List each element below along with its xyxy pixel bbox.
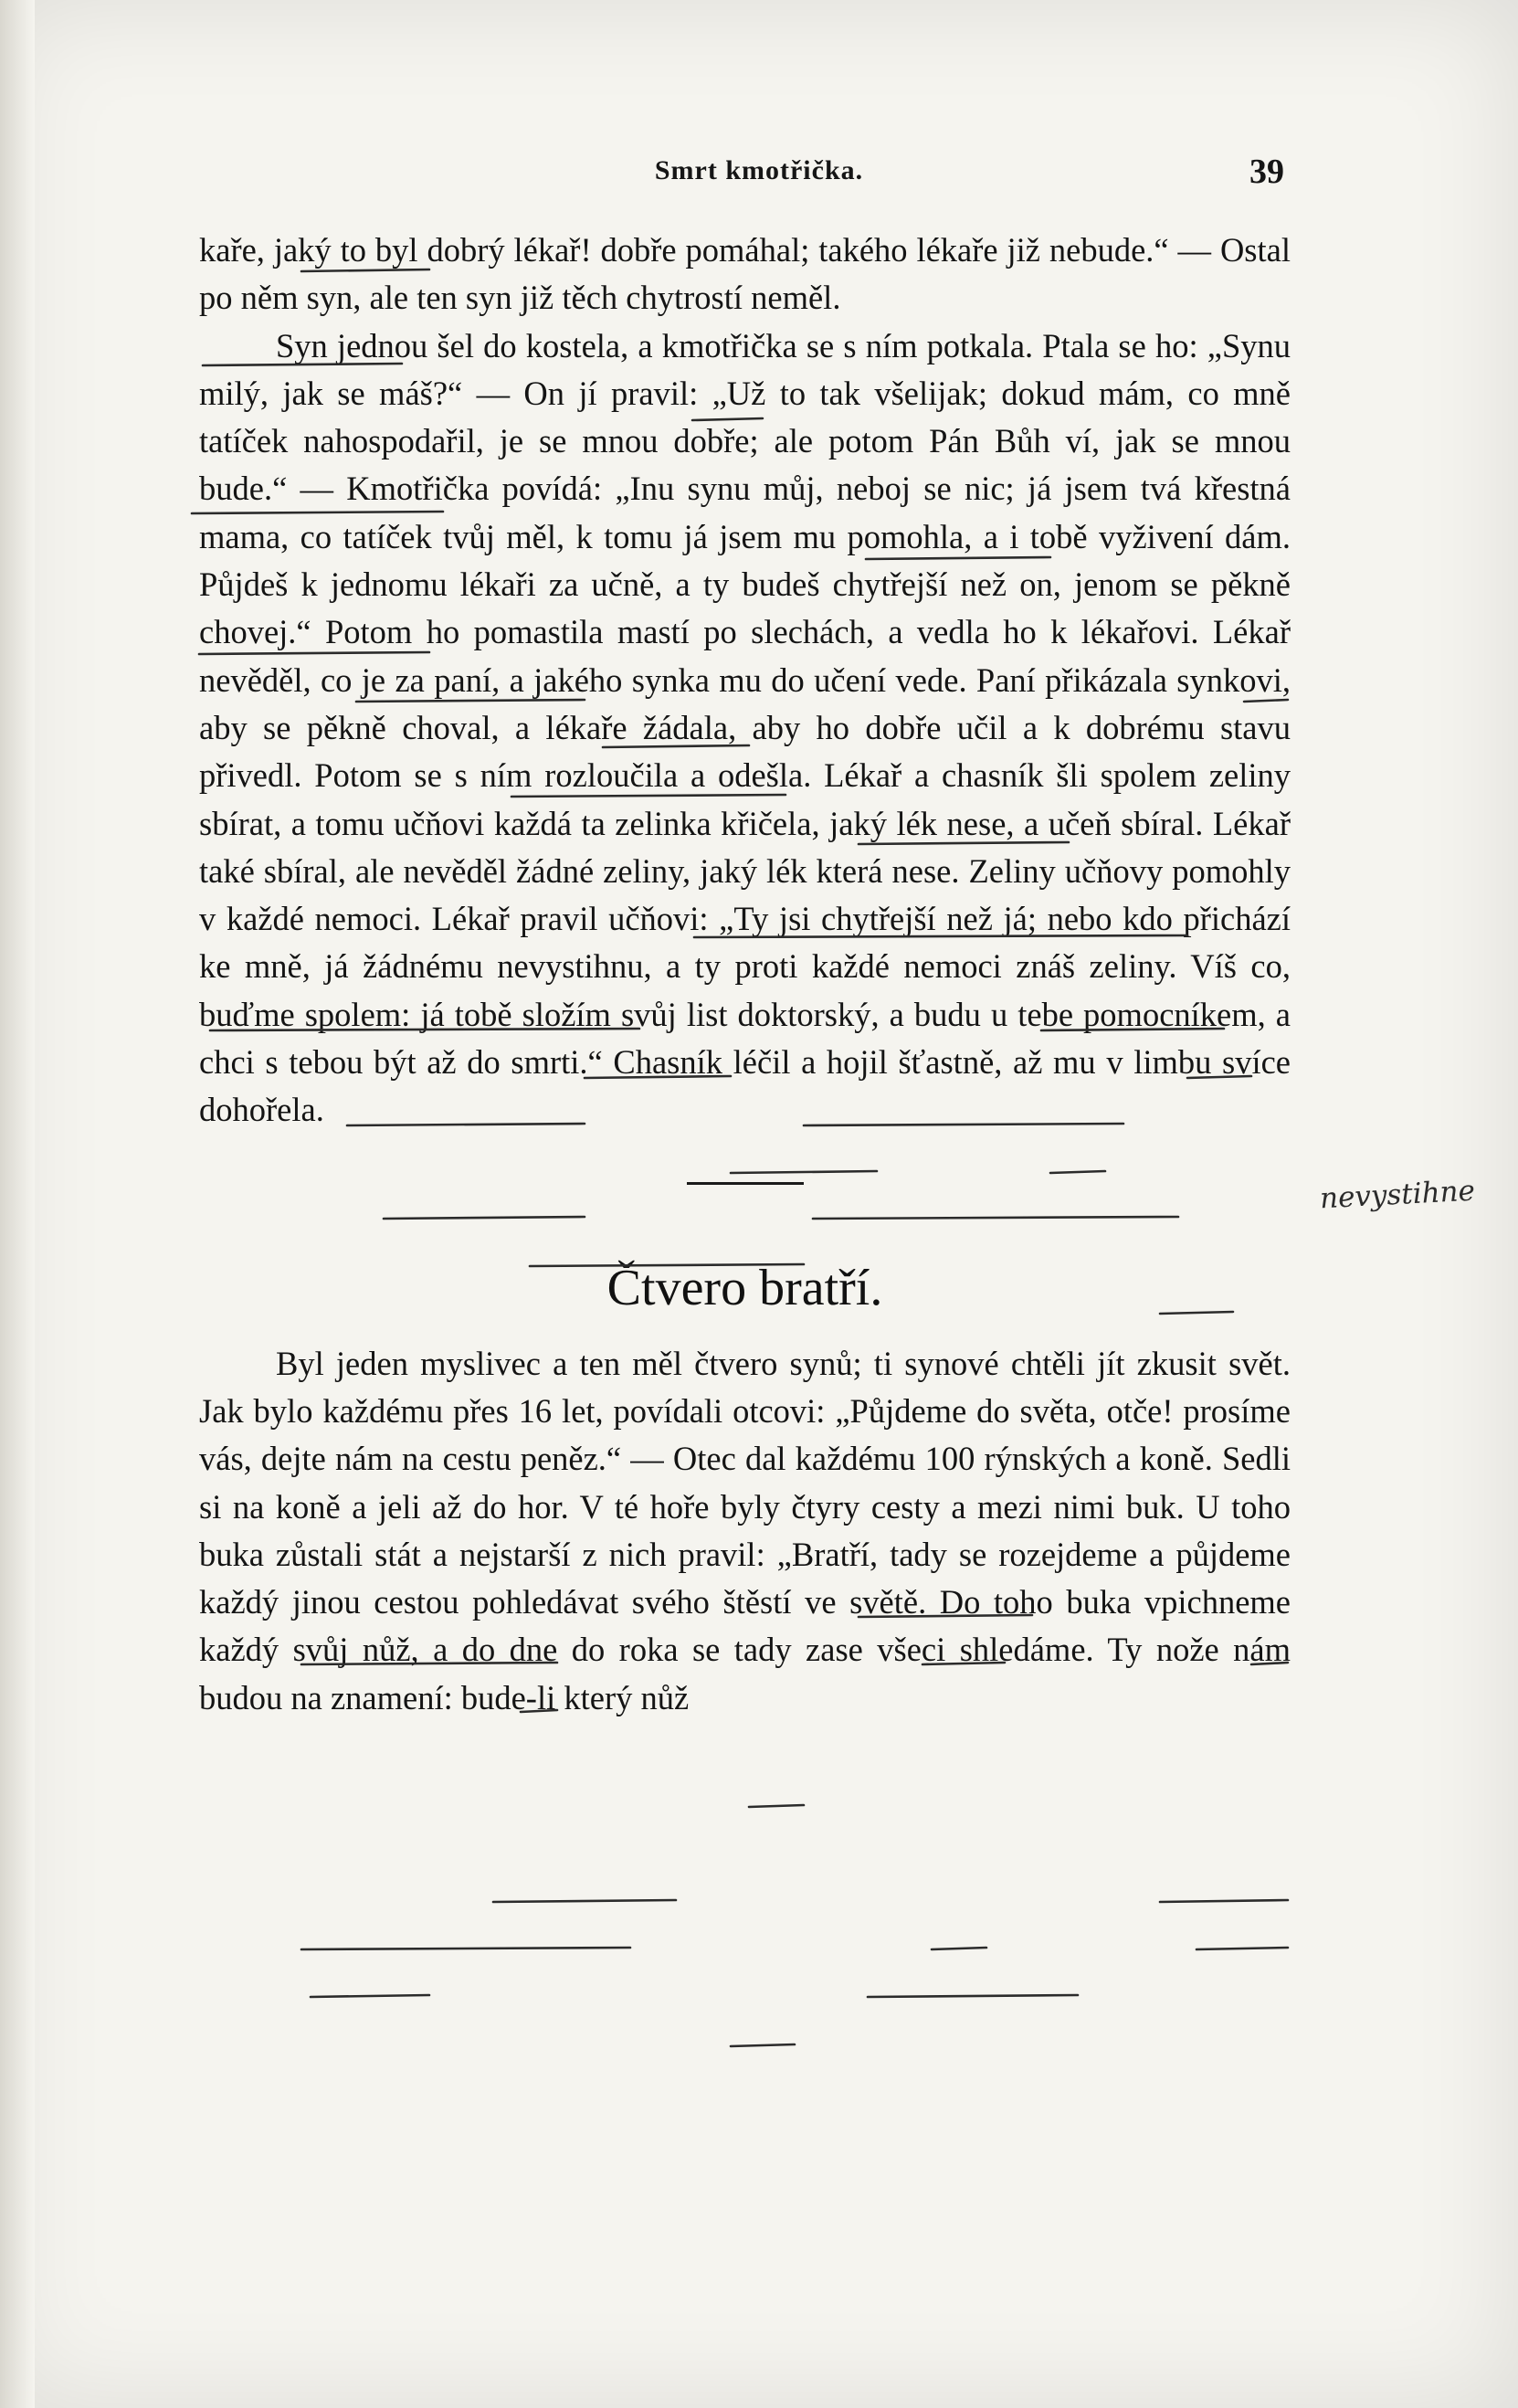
story1-paragraph-2: Syn jednou šel do kostela, a kmotřička se s ním potkala. Ptala se ho: „Synu milý, jak se máš?“ — On jí pravil: „Už to tak všelijak; dokud mám, co mně tatíček nahospodařil, je se mnou dobře; ale potom Pán Bůh ví, jak se mnou bude.“ — Kmotřička povídá: „Inu synu můj, neboj se nic; já jsem tvá křestná mama, co tatíček tvůj měl, k tomu já jsem mu pomohla, a i tobě vyživení dám. Půjdeš k jednomu lékaři za učně, a ty budeš chytřejší než on, jenom se pěkně chovej.“ Potom ho pomastila mastí po slechách, a vedla ho k lékařovi. Lékař nevěděl, co je za paní, a jakého synka mu do učení vede. Paní přikázala synkovi, aby se pěkně choval, a lékaře žádala, aby ho dobře učil a k dobrému stavu přivedl. Potom se s ním rozloučila a odešla. Lékař a chasník šli spolem zeliny sbírat, a tomu učňovi každá ta zelinka křičela, jaký lék nese, a učeň sbíral. Lékař také sbíral, ale nevěděl žádné zeliny, jaký lék která nese. Zeliny učňovy pomohly v každé nemoci. Lékař pravil učňovi: „Ty jsi chytřejší než já; nebo kdo přichází ke mně, já žádnému nevystihnu, a ty proti každé nemoci znáš zeliny. Víš co, buďme spolem: já tobě složím svůj list doktorský, a budu u tebe pomocníkem, a chci s tebou být až do smrti.“ Chasník léčil a hojil šťastně, až mu v limbu svíce dohořela. — [199, 326, 1291, 1129]
story1-paragraph-1: kaře, jaký to byl dobrý lékař! dobře pomáhal; takého lékaře již nebude.“ — Ostal po něm syn, ale ten syn již těch chytrostí neměl. — [199, 231, 1291, 317]
text-column — [199, 227, 1291, 1722]
page-gutter — [0, 0, 35, 2408]
running-title: Smrt kmotřička. — [654, 155, 864, 185]
story2-title: Čtvero bratří. — [606, 1259, 883, 1316]
section-divider — [687, 1182, 804, 1185]
story2-paragraph-1: Byl jeden myslivec a ten měl čtvero synů; ti synové chtěli jít zkusit svět. Jak bylo každému přes 16 let, povídali otcovi: „Půjdeme do světa, otče! prosíme vás, dejte nám na cestu peněz.“ — Otec dal každému 100 rýnských a koně. Sedli si na koně a jeli až do hor. V té hoře byly čtyry cesty a mezi nimi buk. U toho buka zůstali stát a nejstarší z nich pravil: „Bratří, tady se rozejdeme a půjdeme každý jinou cestou pohledávat svého štěstí ve světě. Do toho buka vpichneme každý svůj nůž, a do dne do roka se tady zase všeci shledáme. Ty nože nám budou na znamení: bude-li který nůž — [199, 1344, 1291, 1716]
page-number: 39 — [1249, 153, 1284, 191]
handwritten-margin-note: nevystihne — [1319, 1174, 1476, 1216]
